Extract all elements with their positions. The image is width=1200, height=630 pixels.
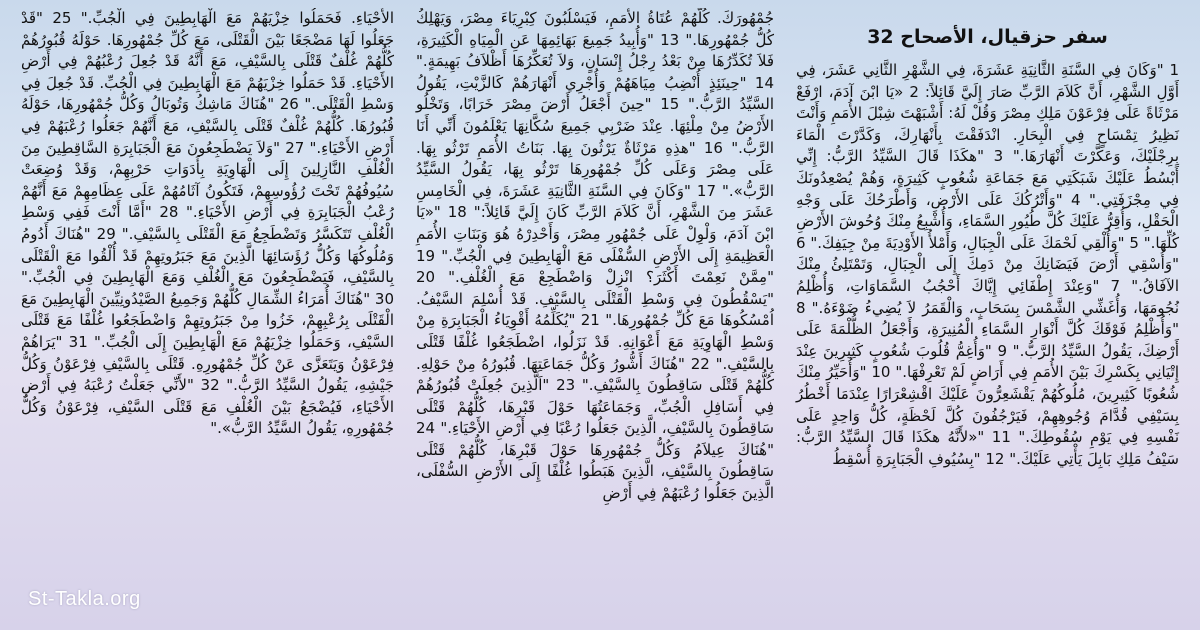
- site-watermark: St-Takla.org: [28, 588, 141, 610]
- chapter-title: سفر حزقيال، الأصحاح 32: [867, 26, 1108, 48]
- column-text-right: 1 "وَكَانَ فِي السَّنَةِ الثَّانِيَةِ عَشَرَةَ، فِي الشَّهْرِ الثَّانِي عَشَرَ، فِي أَوَّلِ الشَّهْرِ، أَنَّ كَلاَمَ الرَّبِّ صَارَ إِلَيَّ قَائِلاً: 2 «يَا ابْنَ آدَمَ، ارْفَعْ مَرْثَاةً عَلَى فِرْعَوْنَ مَلِكِ مِصْرَ وَقُلْ لَهُ: أَشْبَهْتَ شِبْلَ الأُمَمِ وَأَنْتَ نَظِيرُ تِمْسَاحٍ فِي الْبِحَارِ. انْدَفَقْتَ بِأَنْهَارِكَ، وَكَدَّرْتَ الْمَاءَ بِرِجْلَيْكَ، وَعَكَّرْتَ أَنْهَارَهَا." 3 "هكَذَا قَالَ السَّيِّدُ الرَّبُّ: إِنِّي أَبْسُطُ عَلَيْكَ شَبَكَتِي مَعَ جَمَاعَةِ شُعُوبٍ كَثِيرَةٍ، وَهُمْ يُصْعِدُونَكَ فِي مِجْزَفَتِي." 4 "وَأَتْرُكُكَ عَلَى الأَرْضِ، وَأَطْرَحُكَ عَلَى وَجْهِ الْحَقْلِ، وَأُقِرُّ عَلَيْكَ كُلَّ طُيُورِ السَّمَاءِ، وَأُشْبِعُ مِنْكَ وُحُوشَ الأَرْضِ كُلِّهَا." 5 "وَأُلْقِي لَحْمَكَ عَلَى الْجِبَالِ، وَأَمْلأُ الأَوْدِيَةَ مِنْ جِيَفِكَ." 6 "وَأُسْقِي أَرْضَ فَيَضَانِكَ مِنْ دَمِكَ إِلَى الْجِبَالِ، وَتَمْتَلِئُ مِنْكَ الآفَاقُ." 7 "وَعِنْدَ إِطْفَائِي إِيَّاكَ أَحْجُبُ السَّمَاوَاتِ، وَأُظْلِمُ نُجُومَهَا، وَأُغَشِّي الشَّمْسَ بِسَحَابٍ، وَالْقَمَرُ لاَ يُضِيءُ ضَوْءَهُ." 8 "وَأُظْلِمُ فَوْقَكَ كُلَّ أَنْوَارِ السَّمَاءِ الْمُنِيرَةِ، وَأَجْعَلُ الظُّلْمَةَ عَلَى أَرْضِكَ، يَقُولُ السَّيِّدُ الرَّبُّ." 9 "وَأُغِمُّ قُلُوبَ شُعُوبٍ كَثِيرِينَ عِنْدَ إِتْيَانِي بِكَسْرِكَ بَيْنَ الأُمَمِ فِي أَرَاضٍ لَمْ تَعْرِفْهَا." 10 "وَأُحَيِّرُ مِنْكَ شُعُوبًا كَثِيرِينَ، مُلُوكُهُمْ يَقْشَعِرُّونَ عَلَيْكَ اقْشِعْرَارًا عِنْدَمَا أَخْطُرُ بِسَيْفِي قُدَّامَ وُجُوهِهِمْ، فَيَرْجُفُونَ كُلَّ لَحْظَةٍ، كُلُّ وَاحِدٍ عَلَى نَفْسِهِ فِي يَوْمِ سُقُوطِكَ." 11 "«لأَنَّهُ هكَذَا قَالَ السَّيِّدُ الرَّبُّ: سَيْفُ مَلِكِ بَابِلَ يَأْتِي عَلَيْكَ." 12 "بِسُيُوفِ الْجَبَابِرَةِ أُسْقِطُ: [796, 61, 1179, 468]
- text-column-left: [15, 8, 400, 622]
- text-column-right: [790, 24, 1185, 614]
- column-text-middle: جُمْهُورَكَ. كُلُّهُمْ عُتَاةُ الأُمَمِ، فَيَسْلُبُونَ كِبْرِيَاءَ مِصْرَ، وَيَهْلِكُ كُلُّ جُمْهُورِهَا." 13 "وَأُبِيدُ جَمِيعَ بَهَائِمِهَا عَنِ الْمِيَاهِ الْكَثِيرَةِ، فَلاَ تُكَدِّرُهَا مِنْ بَعْدُ رِجْلُ إِنْسَانٍ، وَلاَ تُعَكِّرُهَا أَظْلاَفُ بَهِيمَةٍ." 14 "حِينَئِذٍ أُنْضِبُ مِيَاهَهُمْ وَأُجْرِي أَنْهَارَهُمْ كَالزَّيْتِ، يَقُولُ السَّيِّدُ الرَّبُّ." 15 "حِينَ أَجْعَلُ أَرْضَ مِصْرَ خَرَابًا، وَتَخْلُو الأَرْضُ مِنْ مِلْئِهَا. عِنْدَ ضَرْبِي جَمِيعَ سُكَّانِهَا يَعْلَمُونَ أَنِّي أَنَا الرَّبُّ." 16 "هذِهِ مَرْثَاةٌ يَرْثُونَ بِهَا. بَنَاتُ الأُمَمِ تَرْثُو بِهَا. عَلَى مِصْرَ وَعَلَى كُلِّ جُمْهُورِهَا تَرْثُو بِهَا، يَقُولُ السَّيِّدُ الرَّبُّ»." 17 "وَكَانَ فِي السَّنَةِ الثَّانِيَةِ عَشَرَةَ، فِي الْخَامِسِ عَشَرَ مِنَ الشَّهْرِ، أَنَّ كَلاَمَ الرَّبِّ كَانَ إِلَيَّ قَائِلاً:" 18 "«يَا ابْنَ آدَمَ، وَلْوِلْ عَلَى جُمْهُورِ مِصْرَ، وَأَحْدِرْهُ هُوَ وَبَنَاتِ الأُمَمِ الْعَظِيمَةِ إِلَى الأَرْضِ السُّفْلَى مَعَ الْهَابِطِينَ فِي الْجُبِّ." 19 "مِمَّنْ نَعِمْتَ أَكْثَرَ؟ انْزِلْ وَاضْطَجِعْ مَعَ الْغُلْفِ." 20 "يَسْقُطُونَ فِي وَسْطِ الْقَتْلَى بِالسَّيْفِ. قَدْ أُسْلِمَ السَّيْفُ. اُمْسُكُوهَا مَعَ كُلِّ جُمْهُورِهَا." 21 "يُكَلِّمُهُ أَقْوِيَاءُ الْجَبَابِرَةِ مِنْ وَسْطِ الْهَاوِيَةِ مَعَ أَعْوَانِهِ. قَدْ نَزَلُوا، اضْطَجَعُوا غُلْفًا قَتْلَى بِالسَّيْفِ." 22 "هُنَاكَ أَشُّورُ وَكُلُّ جَمَاعَتِهَا. قُبُورُهُ مِنْ حَوْلِهِ. كُلُّهُمْ قَتْلَى سَاقِطُونَ بِالسَّيْفِ." 23 "اَلَّذِينَ جُعِلَتْ قُبُورُهُمْ فِي أَسَافِلِ الْجُبِّ، وَجَمَاعَتُهَا حَوْلَ قَبْرِهَا، كُلُّهُمْ قَتْلَى سَاقِطُونَ بِالسَّيْفِ، الَّذِينَ جَعَلُوا رُعْبًا فِي أَرْضِ الأَحْيَاءِ." 24 "هُنَاكَ عِيلاَمُ وَكُلُّ جُمْهُورِهَا حَوْلَ قَبْرِهَا، كُلُّهُمْ قَتْلَى سَاقِطُونَ بِالسَّيْفِ، الَّذِينَ هَبَطُوا غُلْفًا إِلَى الأَرْضِ السُّفْلَى، الَّذِينَ جَعَلُوا رُعْبَهُمْ فِي أَرْضِ: [416, 9, 774, 503]
- column-text-left: الأَحْيَاءِ. فَحَمَلُوا خِزْيَهُمْ مَعَ الْهَابِطِينَ فِي الْجُبِّ." 25 "قَدْ جَعَلُوا لَهَا مَضْجَعًا بَيْنَ الْقَتْلَى، مَعَ كُلِّ جُمْهُورِهَا. حَوْلَهُ قُبُورُهُمْ كُلُّهُمْ غُلْفٌ قَتْلَى بِالسَّيْفِ، مَعَ أَنَّهُ قَدْ جُعِلَ رُعْبُهُمْ فِي أَرْضِ الأَحْيَاءِ. قَدْ حَمَلُوا خِزْيَهُمْ مَعَ الْهَابِطِينَ فِي الْجُبِّ. قَدْ جُعِلَ فِي وَسْطِ الْقَتْلَى." 26 "هُنَاكَ مَاشِكُ وَتُوبَالُ وَكُلُّ جُمْهُورِهَا، حَوْلَهُ قُبُورُهَا. كُلُّهُمْ غُلْفٌ قَتْلَى بِالسَّيْفِ، مَعَ أَنَّهُمْ جَعَلُوا رُعْبَهُمْ فِي أَرْضِ الأَحْيَاءِ." 27 "وَلاَ يَضْطَجِعُونَ مَعَ الْجَبَابِرَةِ السَّاقِطِينَ مِنَ الْغُلْفِ النَّازِلِينَ إِلَى الْهَاوِيَةِ بِأَدَوَاتِ حَرْبِهِمْ، وَقَدْ وُضِعَتْ سُيُوفُهُمْ تَحْتَ رُؤُوسِهِمْ، فَتَكُونُ آثَامُهُمْ عَلَى عِظَامِهِمْ مَعَ أَنَّهُمْ رُعْبُ الْجَبَابِرَةِ فِي أَرْضِ الأَحْيَاءِ." 28 "أَمَّا أَنْتَ فَفِي وَسْطِ الْغُلْفِ تَتَكَسَّرُ وَتَضْطَجِعُ مَعَ الْقَتْلَى بِالسَّيْفِ." 29 "هُنَاكَ أَدُومُ وَمُلُوكُهَا وَكُلُّ رُؤَسَائِهَا الَّذِينَ مَعَ جَبَرُوتِهِمْ قَدْ أُلْقُوا مَعَ الْقَتْلَى بِالسَّيْفِ، فَيَضْطَجِعُونَ مَعَ الْغُلْفِ وَمَعَ الْهَابِطِينَ فِي الْجُبِّ." 30 "هُنَاكَ أُمَرَاءُ الشِّمَالِ كُلُّهُمْ وَجَمِيعُ الصَّيْدُونِيِّينَ الْهَابِطِينَ مَعَ الْقَتْلَى بِرُعْبِهِمْ، خَزُوا مِنْ جَبَرُوتِهِمْ وَاضْطَجَعُوا غُلْفًا مَعَ قَتْلَى السَّيْفِ، وَحَمَلُوا خِزْيَهُمْ مَعَ الْهَابِطِينَ إِلَى الْجُبِّ." 31 "يَرَاهُمْ فِرْعَوْنُ وَيَتَعَزَّى عَنْ كُلِّ جُمْهُورِهِ. قَتْلَى بِالسَّيْفِ فِرْعَوْنُ وَكُلُّ جَيْشِهِ، يَقُولُ السَّيِّدُ الرَّبُّ." 32 "لأَنِّي جَعَلْتُ رُعْبَهُ فِي أَرْضِ الأَحْيَاءِ، فَيُضْجَعُ بَيْنَ الْغُلْفِ مَعَ قَتْلَى السَّيْفِ، فِرْعَوْنُ وَكُلُّ جُمْهُورِهِ، يَقُولُ السَّيِّدُ الرَّبُّ».": [21, 9, 395, 438]
- text-column-middle: [410, 8, 780, 622]
